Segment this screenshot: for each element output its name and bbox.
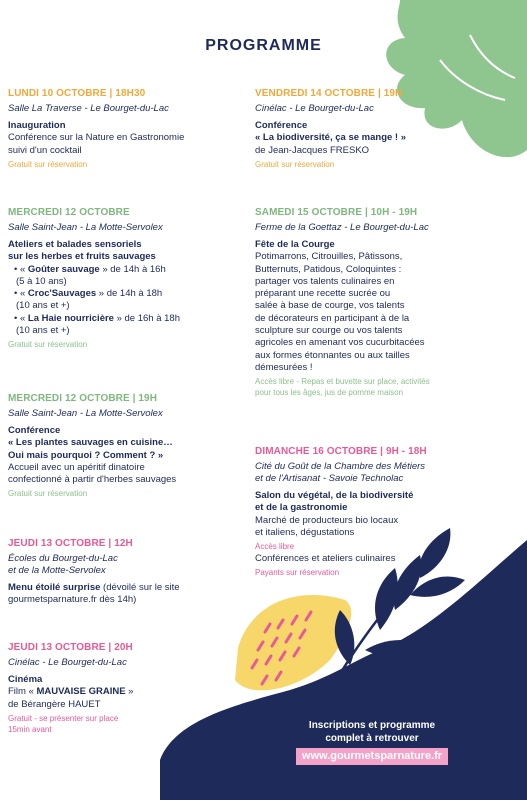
event-title: et de la gastronomie [255,502,348,514]
event-description: de Jean-Jacques FRESKO [255,144,370,156]
event-description: Accueil avec un apéritif dinatoire [8,461,145,473]
event-location: et de l'Artisanat - Savoie Technolac [255,473,404,484]
event-title-line: Menu étoilé surprise (dévoilé sur le site [8,582,180,593]
event-header: MERCREDI 12 OCTOBRE | 19H [8,393,158,404]
event-description: et italiens, dégustations [255,526,355,538]
event-inauguration [8,87,248,170]
footer-line: Inscriptions et programme [308,720,436,731]
event-header: SAMEDI 15 OCTOBRE | 10H - 19H [255,207,418,218]
event-note: Gratuit sur réservation [255,159,335,169]
event-note: Accès libre - Repas et buvette sur place, activités [255,377,430,387]
event-location: Salle Saint-Jean - La Motte-Servolex [8,408,163,419]
event-menu-etoile [8,537,248,607]
website-link[interactable]: www.gourmetsparnature.fr [296,748,448,765]
list-item-sub: (5 à 10 ans) [16,275,67,287]
list-item: • « Croc'Sauvages » de 14h à 18h [14,288,163,300]
event-film: Film « MAUVAISE GRAINE » [8,686,134,698]
event-location: Cinélac - Le Bourget-du-Lac [8,657,127,668]
event-conference-biodiversite [255,87,515,170]
event-note: Gratuit sur réservation [8,489,88,499]
event-header: LUNDI 10 OCTOBRE | 18H30 [8,88,146,99]
event-description: Marché de producteurs bio locaux [255,514,399,526]
event-note: Gratuit sur réservation [8,159,88,169]
event-header: MERCREDI 12 OCTOBRE [8,207,130,218]
footer-line: complet à retrouver [325,733,419,744]
event-note: Payants sur réservation [255,568,340,578]
event-title: Cinéma [8,674,43,685]
event-header: JEUDI 13 OCTOBRE | 12H [8,538,133,549]
event-subtitle: Oui mais pourquoi ? Comment ? » [8,449,164,461]
event-title: Conférence [255,120,308,131]
event-description: suivi d'un cocktail [8,144,82,156]
event-cinema [8,641,248,735]
event-description: salée à base de courge, vos talents [255,300,405,312]
event-description: confectionné à partir d'herbes sauvages [8,474,177,486]
event-ateliers [8,206,248,350]
event-header: DIMANCHE 16 OCTOBRE | 9H - 18H [255,446,427,457]
event-title: Conférence [8,425,61,436]
event-note: 15min avant [8,724,52,734]
page-title: PROGRAMME [205,37,322,54]
list-item: • « Goûter sauvage » de 14h à 16h [14,263,166,275]
list-item-sub: (10 ans et +) [16,300,70,312]
event-location: Écoles du Bourget-du-Lac [8,553,118,564]
event-header: JEUDI 13 OCTOBRE | 20H [8,642,133,653]
event-location: Cité du Goût de la Chambre des Métiers [255,461,426,472]
event-title: Inauguration [8,120,66,131]
event-salon-vegetal [255,445,517,578]
event-location: Salle La Traverse - Le Bourget-du-Lac [8,103,169,114]
event-location: et de la Motte-Servolex [8,565,106,576]
footer [262,719,482,765]
event-note: Accès libre [255,542,295,552]
event-description: préparant une recette sucrée ou [255,288,391,300]
list-item: • « La Haie nourricière » de 16h à 18h [14,312,180,324]
event-subtitle: « La biodiversité, ça se mange ! » [255,132,407,144]
event-description: aux formes étonnantes ou aux tailles [255,349,410,361]
event-description: gourmetsparnature.fr dès 14h) [8,594,137,606]
event-location: Ferme de la Goettaz - Le Bourget-du-Lac [255,222,429,233]
event-description: Butternuts, Patidous, Coloquintes : [255,263,402,275]
event-fete-courge [255,206,517,398]
event-description: Potimarrons, Citrouilles, Pâtissons, [255,251,403,263]
event-description: de décorateurs en participant à de la [255,312,410,324]
event-title: Fête de la Courge [255,239,335,250]
list-item-sub: (10 ans et +) [16,325,70,337]
event-header: VENDREDI 14 OCTOBRE | 19H [255,88,403,99]
event-description: sculpture sur courge ou vos talents [255,325,403,337]
event-title: Ateliers et balades sensoriels [8,239,142,250]
event-note: Gratuit sur réservation [8,340,88,350]
event-title: Salon du végétal, de la biodiversité [255,490,414,501]
event-conference-plantes [8,392,248,499]
event-location: Cinélac - Le Bourget-du-Lac [255,103,374,114]
event-description: de Bérangère HAUET [8,698,101,710]
event-description: partager vos talents culinaires en [255,275,395,287]
event-description: Conférence sur la Nature en Gastronomie [8,132,185,144]
event-note: Gratuit - se présenter sur place [8,713,119,723]
event-location: Salle Saint-Jean - La Motte-Servolex [8,222,163,233]
event-title: sur les herbes et fruits sauvages [8,251,156,263]
event-description: démesurées ! [255,361,313,373]
event-description: agricoles en amenant vos cucurbitacées [255,337,425,349]
event-note: pour tous les âges, jus de pomme maison [255,388,404,398]
event-subtitle: « Les plantes sauvages en cuisine… [8,437,173,449]
event-description: Conférences et ateliers culinaires [255,553,396,565]
